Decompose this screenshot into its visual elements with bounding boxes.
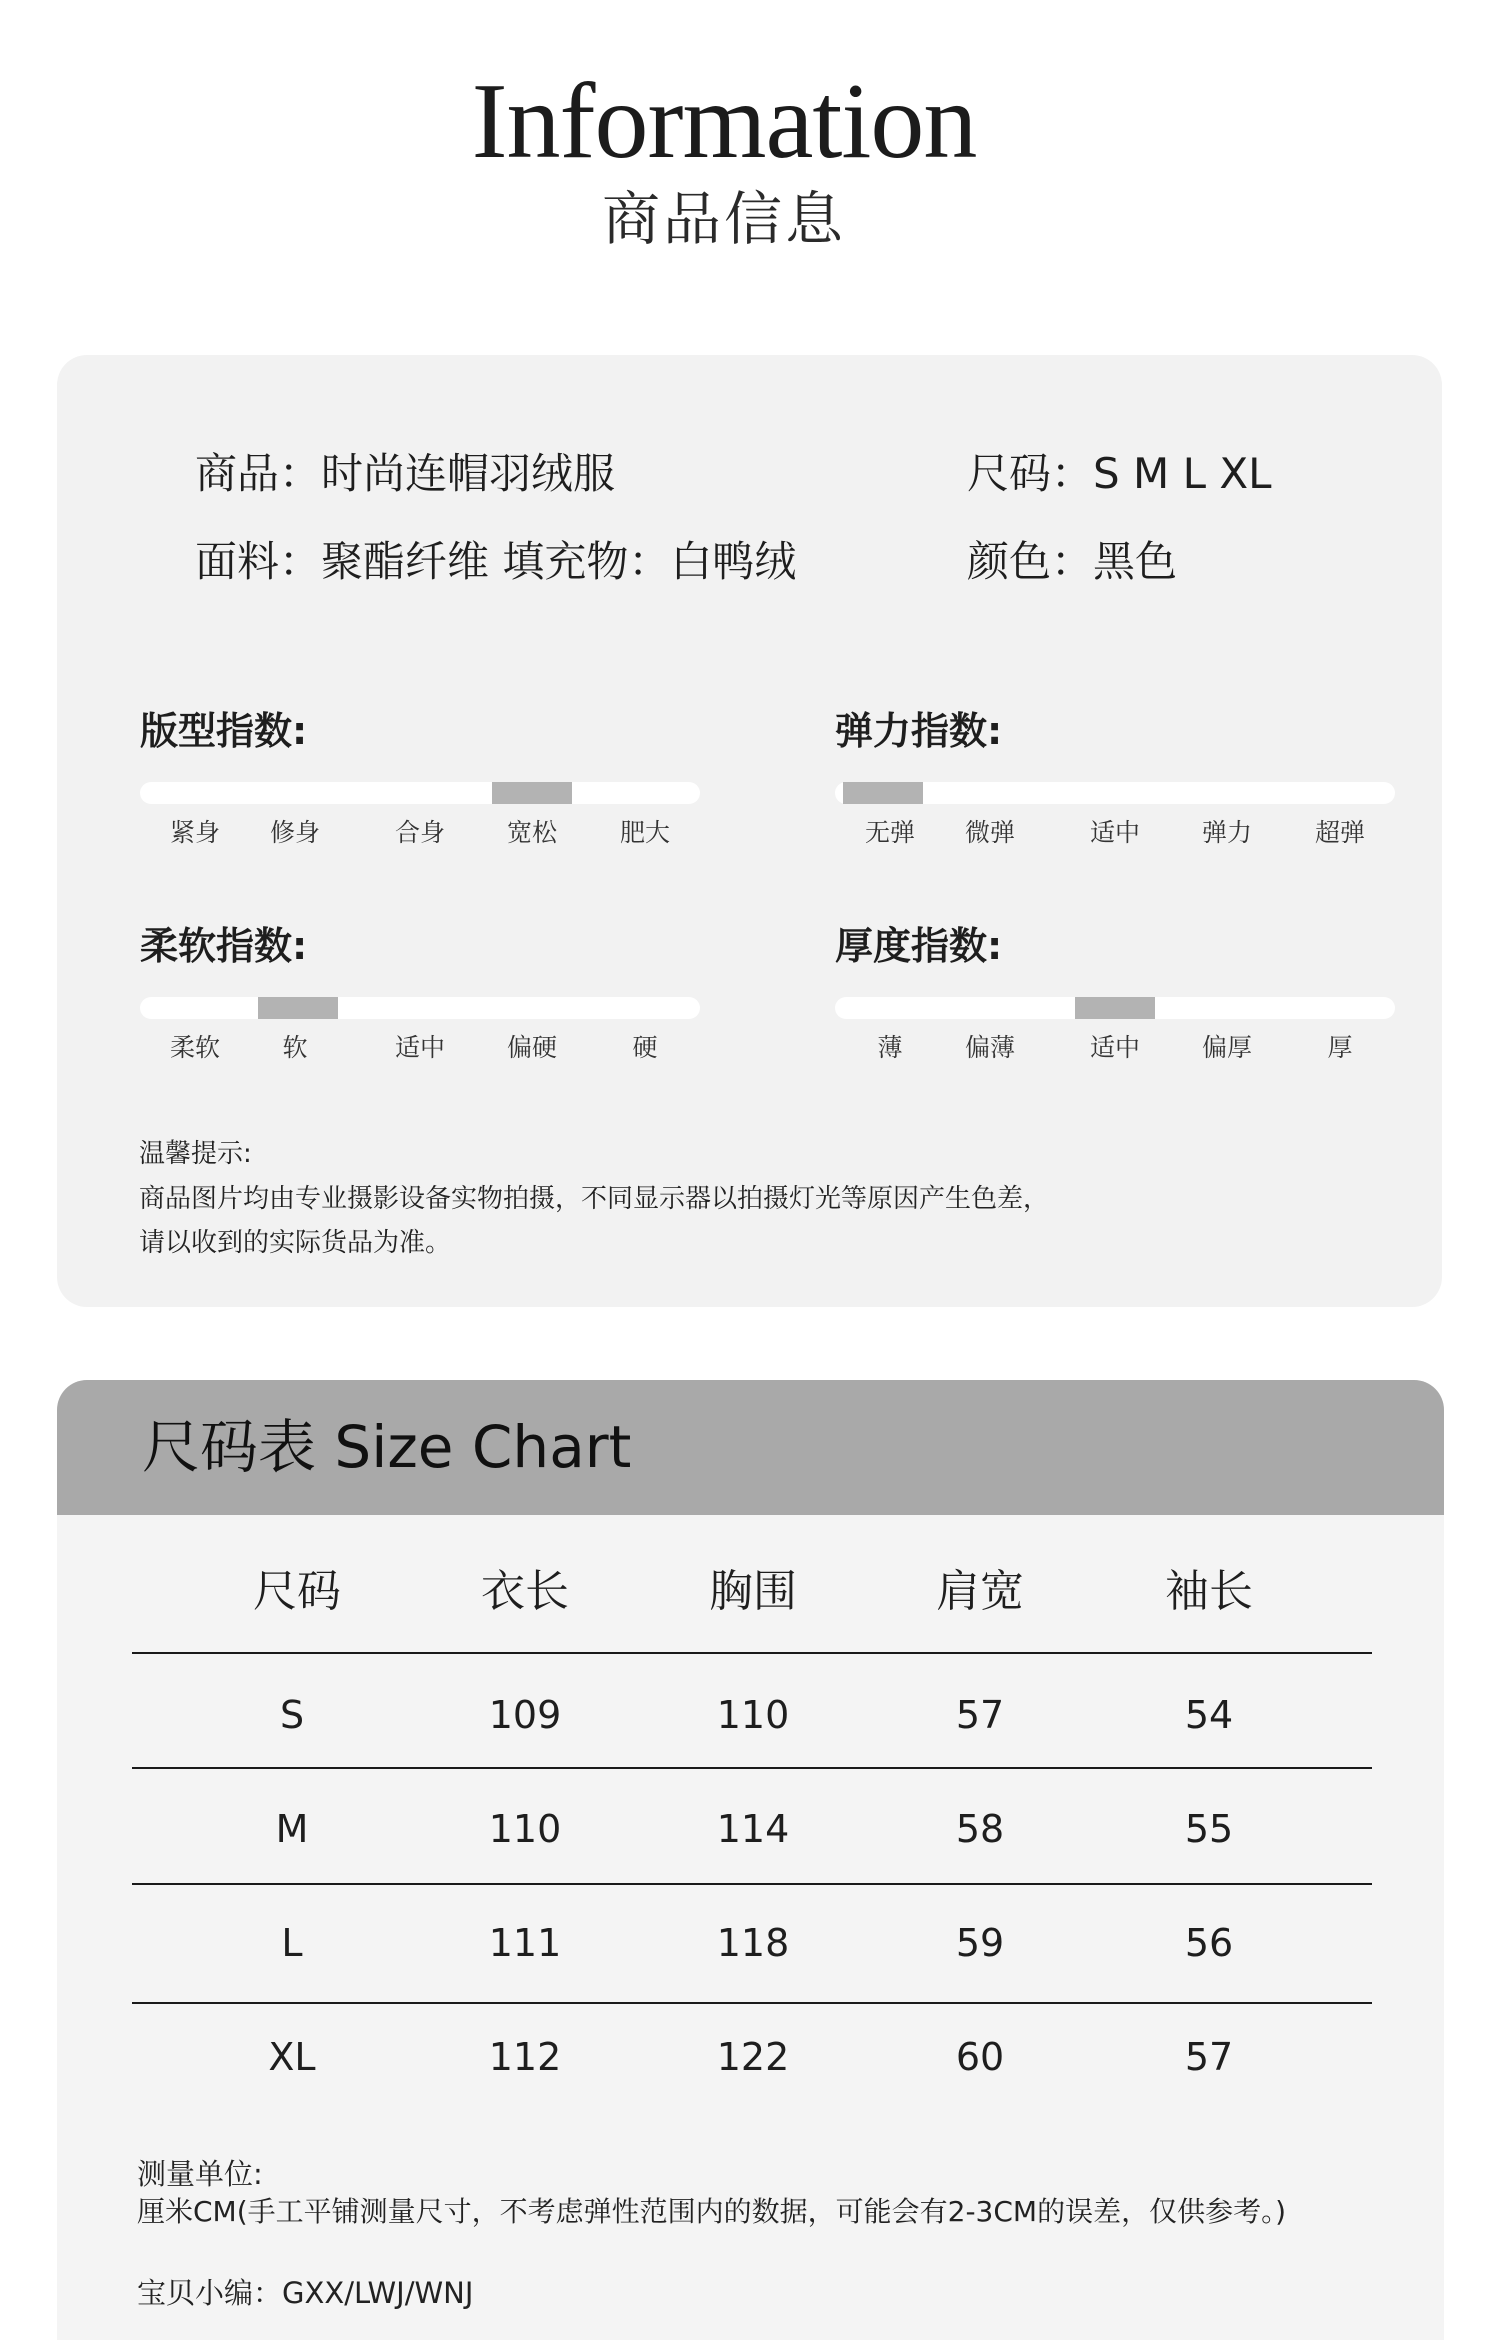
editor-credit: 宝贝小编：GXX/LWJ/WNJ (137, 2276, 474, 2310)
fit-label-1: 紧身 (169, 818, 221, 847)
size-chart-title: 尺码表 Size Chart (142, 1413, 632, 1481)
fit-label-5: 肥大 (619, 818, 671, 847)
thickness-index-track (835, 997, 1395, 1019)
elasticity-index-track (835, 782, 1395, 804)
size-chart-header (57, 1380, 1444, 1515)
fit-label-2: 修身 (269, 818, 321, 847)
cell-shoulder: 60 (955, 2035, 1005, 2079)
cell-sleeve: 57 (1184, 2035, 1234, 2079)
elasticity-index-labels (835, 820, 1395, 850)
cell-chest: 114 (716, 1807, 790, 1851)
elasticity-label-4: 弹力 (1201, 818, 1253, 847)
fit-index-marker (492, 782, 572, 804)
cell-shoulder: 58 (955, 1807, 1005, 1851)
product-fabric: 面料：聚酯纤维 填充物：白鸭绒 (195, 537, 797, 586)
column-header-chest: 胸围 (709, 1566, 797, 1617)
column-header-shoulder: 肩宽 (936, 1566, 1024, 1617)
elasticity-label-5: 超弹 (1314, 818, 1366, 847)
cell-length: 110 (488, 1807, 562, 1851)
cell-shoulder: 59 (955, 1921, 1005, 1965)
column-header-size: 尺码 (253, 1566, 341, 1617)
elasticity-label-2: 微弹 (964, 818, 1016, 847)
elasticity-index (835, 709, 1395, 847)
softness-index-track (140, 997, 700, 1019)
fit-index-track (140, 782, 700, 804)
fit-index (140, 709, 700, 847)
title-english: Information (471, 62, 977, 181)
cell-size: L (281, 1921, 303, 1965)
cell-length: 109 (488, 1693, 562, 1737)
table-divider (132, 1767, 1372, 1769)
elasticity-label-3: 适中 (1089, 818, 1141, 847)
cell-sleeve: 54 (1184, 1693, 1234, 1737)
fit-label-3: 合身 (394, 818, 446, 847)
softness-label-5: 硬 (632, 1033, 658, 1062)
column-header-sleeve: 袖长 (1165, 1566, 1253, 1617)
cell-size: M (275, 1807, 309, 1851)
fit-index-title: 版型指数: (140, 709, 308, 753)
notice-title: 温馨提示: (139, 1139, 252, 1169)
cell-length: 111 (488, 1921, 562, 1965)
softness-index-title: 柔软指数: (140, 924, 308, 968)
fit-index-labels (140, 820, 700, 850)
notice-line-1: 商品图片均由专业摄影设备实物拍摄，不同显示器以拍摄灯光等原因产生色差， (139, 1184, 1050, 1214)
table-divider (132, 2002, 1372, 2004)
softness-index-labels (140, 1035, 700, 1065)
elasticity-label-1: 无弹 (864, 818, 916, 847)
softness-label-4: 偏硬 (506, 1033, 558, 1062)
elasticity-index-marker (843, 782, 923, 804)
softness-index-marker (258, 997, 338, 1019)
unit-note: 厘米CM(手工平铺测量尺寸，不考虑弹性范围内的数据，可能会有2-3CM的误差，仅供参考。) (137, 2195, 1287, 2228)
thickness-index (835, 924, 1395, 1062)
table-divider (132, 1883, 1372, 1885)
table-divider (132, 1652, 1372, 1654)
title-chinese: 商品信息 (601, 185, 846, 253)
softness-label-3: 适中 (394, 1033, 446, 1062)
cell-size: S (279, 1693, 305, 1737)
thickness-label-2: 偏薄 (964, 1033, 1016, 1062)
unit-title: 测量单位: (137, 2157, 263, 2191)
softness-index (140, 924, 700, 1062)
thickness-label-5: 厚 (1327, 1033, 1353, 1062)
product-name: 商品：时尚连帽羽绒服 (195, 449, 616, 498)
cell-chest: 110 (716, 1693, 790, 1737)
product-sizes: 尺码：S M L XL (967, 449, 1272, 498)
cell-length: 112 (488, 2035, 562, 2079)
thickness-label-1: 薄 (877, 1033, 903, 1062)
thickness-label-4: 偏厚 (1201, 1033, 1253, 1062)
product-info-card (57, 355, 1442, 1307)
cell-shoulder: 57 (955, 1693, 1005, 1737)
softness-label-1: 柔软 (169, 1033, 221, 1062)
thickness-label-3: 适中 (1089, 1033, 1141, 1062)
notice-line-2: 请以收到的实际货品为准。 (139, 1228, 452, 1258)
cell-chest: 122 (716, 2035, 790, 2079)
thickness-index-title: 厚度指数: (835, 924, 1003, 968)
column-header-length: 衣长 (481, 1566, 569, 1617)
softness-label-2: 软 (282, 1033, 308, 1062)
cell-sleeve: 56 (1184, 1921, 1234, 1965)
size-chart-card (57, 1380, 1444, 2340)
cell-chest: 118 (716, 1921, 790, 1965)
thickness-index-marker (1075, 997, 1155, 1019)
fit-label-4: 宽松 (506, 818, 558, 847)
elasticity-index-title: 弹力指数: (835, 709, 1003, 753)
cell-sleeve: 55 (1184, 1807, 1234, 1851)
thickness-index-labels (835, 1035, 1395, 1065)
cell-size: XL (268, 2035, 316, 2079)
product-color: 颜色：黑色 (967, 537, 1178, 586)
